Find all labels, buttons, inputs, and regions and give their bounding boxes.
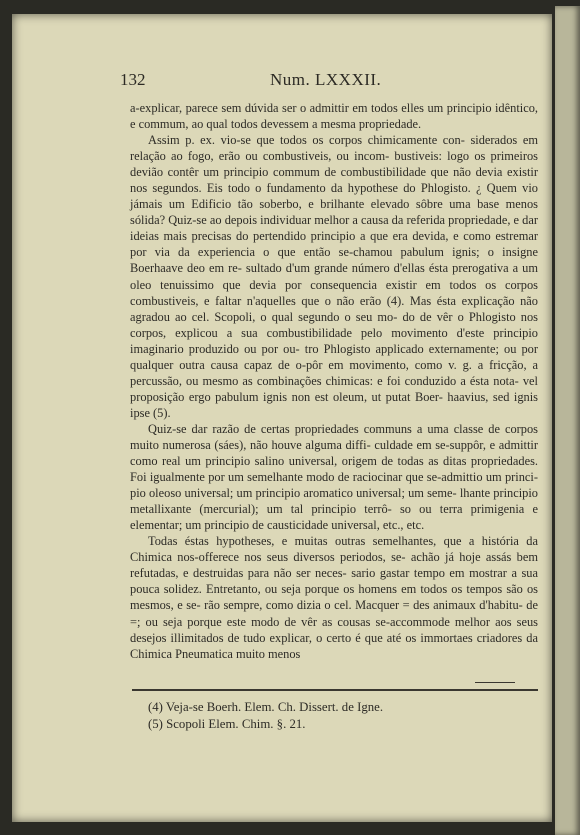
text-line: lhante principio metallixante (mercurial); um tal principio terrô- bbox=[130, 486, 538, 517]
text-line: tenuissimo que devia por consequencia existir em todos os corpos bbox=[160, 277, 538, 292]
text-line: Todas éstas hypotheses, e muitas outras semelhantes, que bbox=[148, 534, 462, 549]
text-line: capaz de o-pôr em movimento, como v. g. a fricção, a percussão, bbox=[130, 357, 538, 388]
text-line: sólida? Quiz-se ao depois individuar melhor a causa da referida bbox=[130, 213, 446, 228]
text-line: universal, origem de todas as ditas propriedades. Foi igualmente bbox=[130, 454, 538, 485]
paragraph bbox=[130, 533, 538, 661]
text-line: propriedade, e dar ideias mais precisas do pertendido principio a bbox=[130, 213, 538, 244]
text-line: siderados em relação ao fogo, erão ou combustiveis, ou incom- bbox=[130, 133, 538, 164]
text-line: propriedade. bbox=[358, 117, 422, 132]
text-line: de =; ou seja porque este modo de vêr as cousas se-accommode bbox=[130, 598, 538, 629]
text-line: explicação não agradou ao cel. Scopoli, o qual segundo o seu mo- bbox=[130, 293, 538, 324]
text-line: bustiveis: logo os primeiros devião contêr um principio commum bbox=[130, 149, 538, 180]
text-line: então se-chamou pabulum ignis; o insigne Boerhaave deo em re- bbox=[130, 245, 538, 276]
page-number: 132 bbox=[120, 70, 146, 89]
text-line: que era devida, e como estremar por via da experiencia o que bbox=[130, 229, 539, 260]
text-line: por um semelhante modo de raciocinar que se-admittio um princi- bbox=[208, 470, 538, 485]
page-edge bbox=[555, 6, 580, 835]
text-line: de combustibilidade que não devia existir nos segundos. Eis todo bbox=[130, 165, 538, 196]
paragraph bbox=[130, 100, 538, 132]
text-line: sario gastar tempo em mostrar a sua pouca solidez. Entretanto, ou bbox=[130, 566, 538, 597]
text-line: Quiz-se dar razão de certas propriedades communs a uma bbox=[148, 421, 449, 436]
page-header bbox=[120, 70, 540, 96]
footnotes bbox=[148, 699, 538, 733]
text-line: achão já hoje assás bem refutadas, e destruidas para não ser neces- bbox=[130, 550, 538, 581]
text-line: melhor aos seus desejos illimitados de tudo explicar, o certo é que bbox=[130, 614, 538, 645]
text-line: a história da Chimica nos-offerece nos seus diversos periodos, se- bbox=[130, 534, 538, 565]
footnote: (5) Scopoli Elem. Chim. §. 21. bbox=[148, 717, 306, 731]
paragraph bbox=[130, 132, 538, 421]
text-line: até os immortaes criadores da Chimica Pneumatica muito menos bbox=[130, 630, 538, 661]
footnote: (4) Veja-se Boerh. Elem. Ch. Dissert. de Igne. bbox=[148, 700, 384, 714]
text-line: Edificio tão soberbo, e brilhante elevado sôbre uma base menos bbox=[191, 197, 538, 212]
text-line: classe de corpos muito numerosa (sáes), não houve alguma diffi- bbox=[130, 421, 538, 452]
text-line: universal, etc., etc. bbox=[331, 518, 425, 533]
text-line: sultado d'um grande número d'ellas ésta prerogativa a um oleo bbox=[130, 261, 538, 292]
text-line: pio oleoso universal; um principio aromatico universal; um seme- bbox=[130, 486, 457, 501]
text-line: pelo movimento d'este principio imaginario produzido ou por ou- bbox=[130, 325, 538, 356]
running-title: Num. LXXXII. bbox=[270, 70, 382, 89]
text-line: culdade em se-suppôr, e admittir como real um principio salino bbox=[130, 437, 538, 469]
text-line: vel proposição ergo pabulum ignis non est oleum, ut putat Boer- bbox=[130, 373, 538, 404]
footnote-rule-ornament bbox=[475, 682, 515, 683]
paragraph bbox=[130, 421, 538, 533]
text-line: o fundamento da hypothese do Phlogisto. ¿ Quem vio jámais um bbox=[130, 181, 538, 212]
text-line: principio idêntico, e commum, ao qual todos devessem a mesma bbox=[130, 101, 539, 132]
text-line: tro Phlogisto applicado externamente; ou por qualquer outra causa bbox=[130, 341, 539, 372]
text-line: haavius, sed ignis ipse (5). bbox=[130, 389, 538, 420]
body-text bbox=[130, 100, 538, 662]
text-line: a-explicar, parece sem dúvida ser o admittir em todos elles um bbox=[130, 101, 444, 115]
text-line: seja porque os homens em todos os tempos são os mesmos, e se- bbox=[130, 582, 538, 613]
text-line: rão sempre, como dizia o cel. Macquer = des animaux d'habitu- bbox=[204, 598, 523, 613]
text-line: ou mesmo as combinações chimicas: e foi conduzido a ésta nota- bbox=[186, 373, 519, 388]
text-line: combustiveis, e faltar n'aquelles que o não erão (4). Mas ésta bbox=[130, 293, 457, 308]
text-line: do de vêr o Phlogisto nos corpos, explicou a sua combustibilidade bbox=[130, 309, 539, 340]
text-line: so ou terra primigenia e elementar; um principio de causticidade bbox=[130, 502, 538, 533]
text-line: Assim p. ex. vio-se que todos os corpos chimicamente con- bbox=[148, 133, 465, 148]
footnote-rule bbox=[132, 689, 538, 691]
